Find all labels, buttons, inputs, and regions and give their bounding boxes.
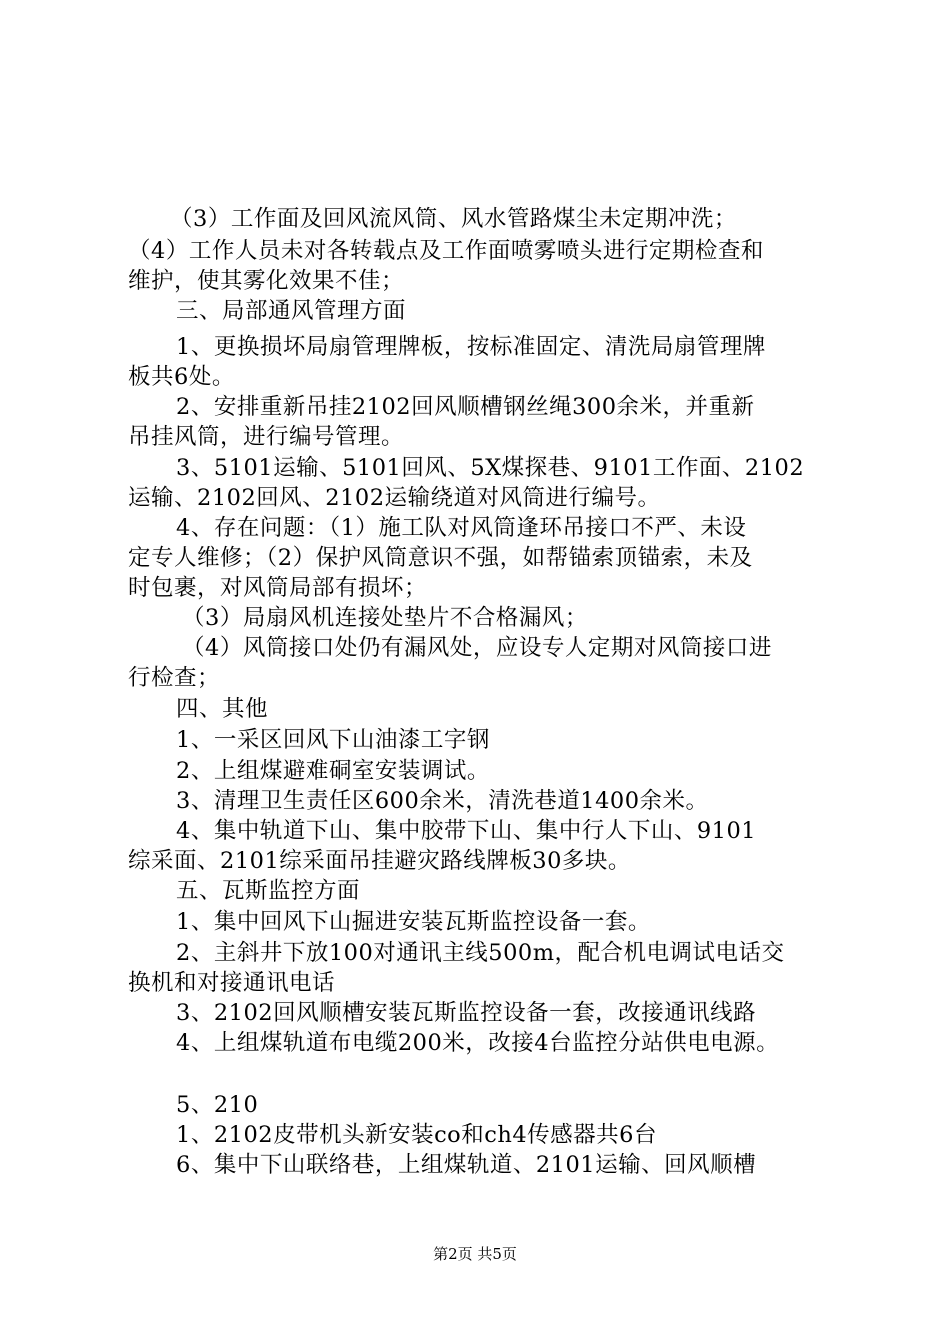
text-line: 定专人维修；（2）保护风筒意识不强，如帮锚索顶锚索，未及 xyxy=(128,545,753,571)
text-line: 6、集中下山联络巷，上组煤轨道、2101运输、回风顺槽 xyxy=(176,1152,757,1178)
text-line: 吊挂风筒，进行编号管理。 xyxy=(128,424,405,450)
text-line: 3、2102回风顺槽安装瓦斯监控设备一套，改接通讯线路 xyxy=(176,1000,757,1026)
text-line: （3）工作面及回风流风筒、风水管路煤尘未定期冲洗； xyxy=(170,206,737,232)
text-line: 4、集中轨道下山、集中胶带下山、集中行人下山、9101 xyxy=(176,818,757,844)
text-line: 5、210 xyxy=(176,1092,259,1118)
page-footer: 第2页 共5页 xyxy=(433,1245,517,1263)
text-line: 4、上组煤轨道布电缆200米，改接4台监控分站供电电源。 xyxy=(176,1030,780,1056)
text-line: 1、集中回风下山掘进安装瓦斯监控设备一套。 xyxy=(176,909,651,935)
section-heading: 五、瓦斯监控方面 xyxy=(176,878,361,904)
text-line: （3）局扇风机连接处垫片不合格漏风； xyxy=(182,605,588,631)
text-line: 维护，使其雾化效果不佳； xyxy=(128,268,405,294)
text-line: 2、上组煤避难硐室安装调试。 xyxy=(176,758,490,784)
text-line: 4、存在问题：（1）施工队对风筒逢环吊接口不严、未设 xyxy=(176,515,747,541)
text-line: 2、安排重新吊挂2102回风顺槽钢丝绳300余米，并重新 xyxy=(176,394,755,420)
text-line: 2、主斜井下放100对通讯主线500m，配合机电调试电话交 xyxy=(176,940,785,966)
text-line: 1、更换损坏局扇管理牌板，按标准固定、清洗局扇管理牌 xyxy=(176,334,766,360)
text-line: 1、一采区回风下山油漆工字钢 xyxy=(176,727,490,753)
text-line: （4）风筒接口处仍有漏风处，应设专人定期对风筒接口进 xyxy=(182,635,772,661)
text-line: 3、5101运输、5101回风、5X煤探巷、9101工作面、2102 xyxy=(176,455,805,481)
text-line: 运输、2102回风、2102运输绕道对风筒进行编号。 xyxy=(128,485,661,511)
section-heading: 三、局部通风管理方面 xyxy=(176,298,407,324)
text-line: 3、清理卫生责任区600余米，清洗巷道1400余米。 xyxy=(176,788,709,814)
text-line: 行检查； xyxy=(128,665,221,691)
section-heading: 四、其他 xyxy=(176,696,269,722)
text-line: 综采面、2101综采面吊挂避灾路线牌板30多块。 xyxy=(128,848,631,874)
text-line: （4）工作人员未对各转载点及工作面喷雾喷头进行定期检查和 xyxy=(128,238,764,264)
text-line: 时包裹，对风筒局部有损坏； xyxy=(128,575,428,601)
text-line: 换机和对接通讯电话 xyxy=(128,970,336,996)
text-line: 板共6处。 xyxy=(128,364,235,390)
text-line: 1、2102皮带机头新安装co和ch4传感器共6台 xyxy=(176,1122,657,1148)
